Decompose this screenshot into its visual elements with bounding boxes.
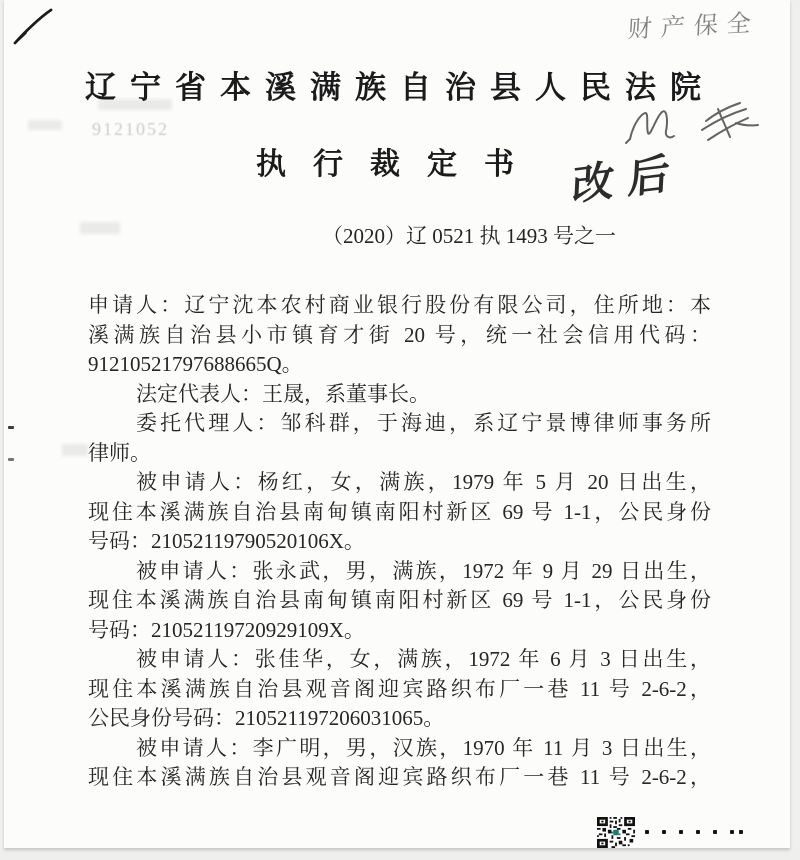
text-line: 91210521797688665Q。 <box>88 352 303 376</box>
edge-speck <box>8 426 14 429</box>
paragraph <box>88 291 711 380</box>
ghost-smudge <box>62 444 88 456</box>
text-line: 现住本溪满族自治县南甸镇南阳村新区 69 号 1-1，公民身份 <box>88 499 711 524</box>
paragraph <box>88 380 711 410</box>
text-line: 号码：21052119790520106X。 <box>88 529 365 553</box>
court-name-title: 辽宁省本溪满族自治县人民法院 <box>85 70 715 105</box>
text-line: 号码：21052119720929109X。 <box>88 617 365 642</box>
dot-row <box>645 828 755 836</box>
text-line: 被申请人：李广明，男，汉族，1970 年 11 月 3 日出生， <box>136 735 711 760</box>
dot <box>713 830 717 834</box>
text-line: 律师。 <box>88 440 151 465</box>
dot <box>730 830 734 834</box>
text-line: 被申请人：张永武，男，满族，1972 年 9 月 29 日出生， <box>136 558 711 583</box>
ghost-smudge <box>80 222 120 234</box>
text-line: 公民身份号码：210521197206031065。 <box>88 706 445 730</box>
body-text <box>88 291 711 793</box>
text-line: 现住本溪满族自治县观音阁迎宾路织布厂一巷 11 号 2-6-2， <box>88 676 711 701</box>
qr-code-icon <box>597 817 635 848</box>
dot <box>679 830 683 834</box>
text-line: 委托代理人：邹科群，于海迪，系辽宁景博律师事务所 <box>136 411 711 435</box>
paragraph <box>88 734 711 793</box>
dot <box>696 830 700 834</box>
handwritten-scribble-icon <box>618 95 763 150</box>
handwriting-revision-note: 改后 <box>570 149 685 211</box>
paragraph <box>88 645 711 734</box>
dot <box>645 830 649 834</box>
ghost-serial-fragment: 9121052 <box>92 119 169 139</box>
text-line: 被申请人：张佳华，女，满族，1972 年 6 月 3 日出生， <box>136 647 711 671</box>
text-line: 法定代表人：王晟，系董事长。 <box>136 381 430 406</box>
text-line: 现住本溪满族自治县观音阁迎宾路织布厂一巷 11 号 2-6-2， <box>88 765 711 789</box>
paragraph <box>88 409 711 468</box>
text-line: 溪满族自治县小市镇育才街 20 号，统一社会信用代码： <box>88 322 711 347</box>
dot <box>662 830 666 834</box>
handwriting-top-right: 财产保全 <box>627 10 761 44</box>
document-title: 执行裁定书 <box>256 148 541 181</box>
text-line: 申请人：辽宁沈本农村商业银行股份有限公司，住所地：本 <box>88 293 711 317</box>
paragraph <box>88 557 711 646</box>
edge-speck <box>8 458 14 461</box>
text-line: 被申请人：杨红，女，满族，1979 年 5 月 20 日出生， <box>136 470 711 494</box>
case-number: （2020）辽 0521 执 1493 号之一 <box>322 224 616 248</box>
ghost-smudge <box>28 120 62 130</box>
text-line: 现住本溪满族自治县南甸镇南阳村新区 69 号 1-1，公民身份 <box>88 588 711 612</box>
dot <box>739 830 743 834</box>
paragraph <box>88 468 711 557</box>
handwritten-slash-icon <box>10 5 56 47</box>
